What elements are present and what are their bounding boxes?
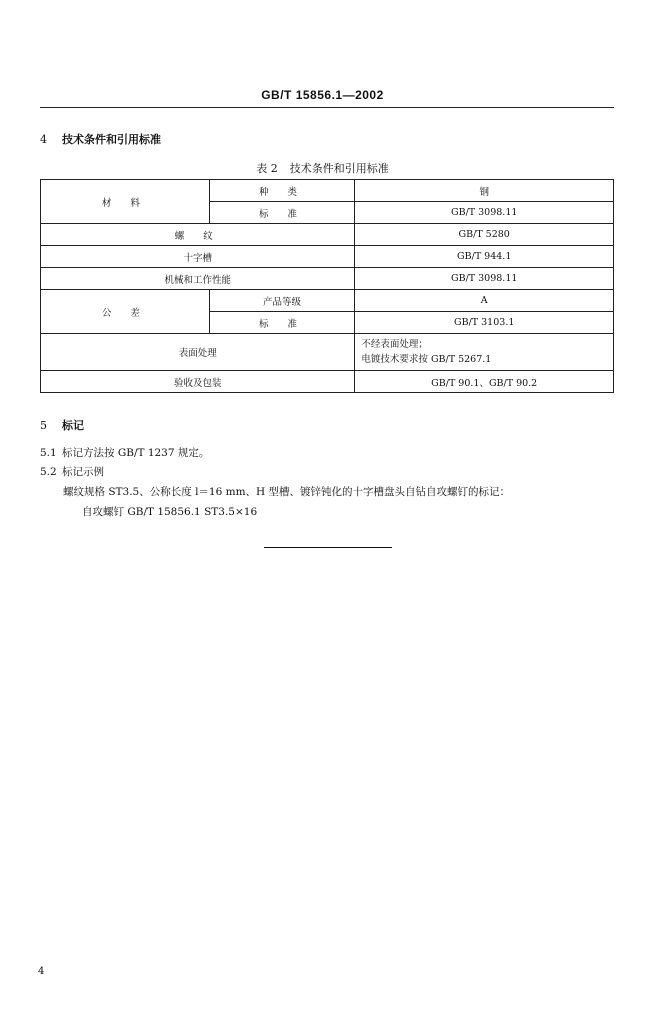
acceptance-value-cell: GB/T 90.1、GB/T 90.2	[355, 371, 614, 393]
surface-value-cell	[355, 334, 614, 371]
table-row	[41, 371, 614, 393]
material-label-cell: 材 料	[41, 180, 210, 224]
section-4-title: 技术条件和引用标准	[62, 133, 161, 146]
table-row	[41, 246, 614, 268]
table-row	[41, 290, 614, 312]
table-row	[41, 268, 614, 290]
thread-label-cell: 螺 纹	[41, 224, 355, 246]
cross-recess-value-cell: GB/T 944.1	[355, 246, 614, 268]
section-5-title: 标记	[62, 419, 84, 432]
acceptance-label-cell: 验收及包装	[41, 371, 355, 393]
material-standard-label-cell: 标 准	[209, 202, 355, 224]
section-5-heading	[40, 417, 84, 433]
clause-5-2	[40, 464, 104, 479]
surface-label-cell: 表面处理	[41, 334, 355, 371]
material-type-value-cell: 钢	[355, 180, 614, 202]
surface-value-line-1: 不经表面处理；	[361, 339, 428, 350]
end-rule	[264, 547, 392, 548]
marking-example-text: 螺纹规格 ST3.5、公称长度 l＝16 mm、H 型槽、镀锌钝化的十字槽盘头自钻自攻螺钉的标记：	[63, 486, 511, 498]
table-caption-title: 技术条件和引用标准	[289, 162, 389, 175]
tolerance-standard-label-cell: 标 准	[209, 312, 355, 334]
section-5-number: 5	[40, 419, 47, 432]
material-standard-value-cell: GB/T 3098.11	[355, 202, 614, 224]
clause-5-2-title: 标记示例	[62, 466, 104, 478]
table-row	[41, 180, 614, 202]
table-caption-number: 表 2	[256, 162, 278, 175]
mechanical-label-cell: 机械和工作性能	[41, 268, 355, 290]
section-4-heading	[40, 131, 161, 147]
material-type-label-cell: 种 类	[209, 180, 355, 202]
section-4-number: 4	[40, 133, 47, 146]
table-row	[41, 224, 614, 246]
marking-example-code: 自攻螺钉 GB/T 15856.1 ST3.5×16	[82, 506, 258, 518]
clause-5-2-number: 5.2	[40, 466, 57, 478]
product-grade-label-cell: 产品等级	[209, 290, 355, 312]
surface-value-line-2: 电镀技术要求按 GB/T 5267.1	[361, 354, 492, 365]
spec-table	[40, 179, 614, 393]
tolerance-standard-value-cell: GB/T 3103.1	[355, 312, 614, 334]
product-grade-value-cell: A	[355, 290, 614, 312]
table-row	[41, 334, 614, 371]
clause-5-1-text: 标记方法按 GB/T 1237 规定。	[62, 447, 210, 459]
cross-recess-label-cell: 十字槽	[41, 246, 355, 268]
tolerance-label-cell: 公 差	[41, 290, 210, 334]
page-number: 4	[38, 966, 45, 977]
thread-value-cell: GB/T 5280	[355, 224, 614, 246]
page-header-standard-code: GB/T 15856.1—2002	[261, 88, 384, 102]
header-rule	[40, 107, 614, 108]
table-caption	[0, 160, 645, 176]
clause-5-1	[40, 445, 209, 460]
mechanical-value-cell: GB/T 3098.11	[355, 268, 614, 290]
clause-5-1-number: 5.1	[40, 447, 57, 459]
